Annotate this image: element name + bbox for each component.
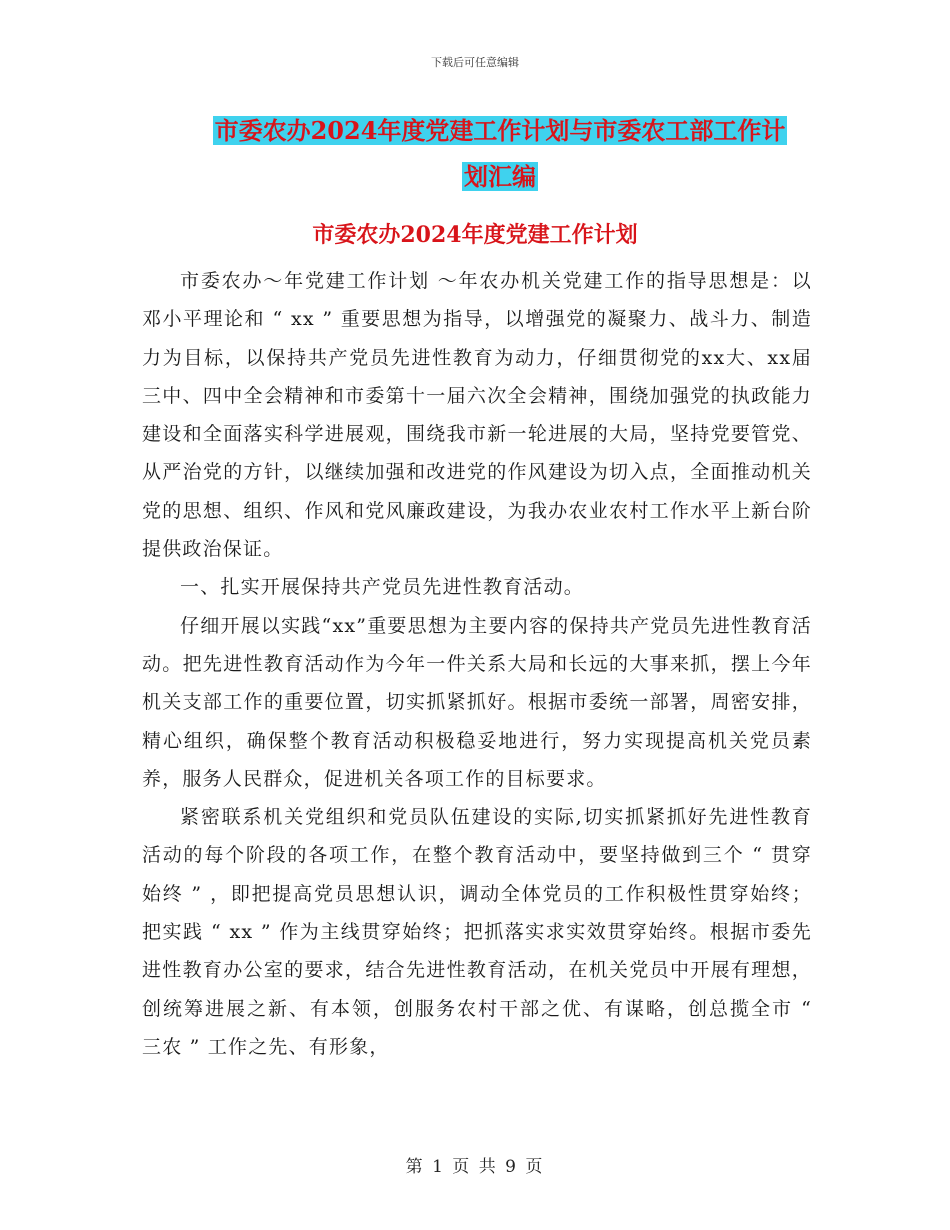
paragraph-intro: 市委农办～年党建工作计划 ～年农办机关党建工作的指导思想是：以邓小平理论和 “ xx ” 重要思想为指导，以增强党的凝聚力、战斗力、制造力为目标，以保持共产党员先进性教育为动力，仔细贯彻党的xx大、xx届三中、四中全会精神和市委第十一届六次全会精神，围绕加强党的执政能力建设和全面落实科学进展观，围绕我市新一轮进展的大局，坚持党要管党、从严治党的方针，以继续加强和改进党的作风建设为切入点，全面推动机关党的思想、组织、作风和党风廉政建设，为我办农业农村工作水平上新台阶提供政治保证。 (142, 270, 812, 561)
document-title-line-2: 划汇编 (464, 162, 536, 191)
document-body (142, 262, 812, 1066)
paragraph-heading-1: 一、扎实开展保持共产党员先进性教育活动。 (180, 576, 585, 599)
page-number: 第 1 页 共 9 页 (405, 1157, 545, 1177)
document-title-line-1: 市委农办2024年度党建工作计划与市委农工部工作计 (214, 116, 786, 145)
section-title: 市委农办2024年度党建工作计划 (312, 222, 638, 248)
paragraph-education: 仔细开展以实践“xx”重要思想为主要内容的保持共产党员先进性教育活动。把先进性教育活动作为今年一件关系大局和长远的大事来抓，摆上今年机关支部工作的重要位置，切实抓紧抓好。根据市委统一部署，周密安排，精心组织，确保整个教育活动积极稳妥地进行，努力实现提高机关党员素养，服务人民群众，促进机关各项工作的目标要求。 (142, 614, 812, 790)
paragraph-work: 紧密联系机关党组织和党员队伍建设的实际,切实抓紧抓好先进性教育活动的每个阶段的各项工作，在整个教育活动中，要坚持做到三个 “ 贯穿始终 ” ，即把提高党员思想认识，调动全体党员的工作积极性贯穿始终；把实践 “ xx ” 作为主线贯穿始终；把抓落实求实效贯穿始终。根据市委先进性教育办公室的要求，结合先进性教育活动，在机关党员中开展有理想，创统筹进展之新、有本领，创服务农村干部之优、有谋略，创总揽全市 “ 三农 ” 工作之先、有形象， (142, 806, 812, 1058)
page-header-note: 下载后可任意编辑 (431, 56, 519, 69)
document-title (150, 108, 850, 200)
